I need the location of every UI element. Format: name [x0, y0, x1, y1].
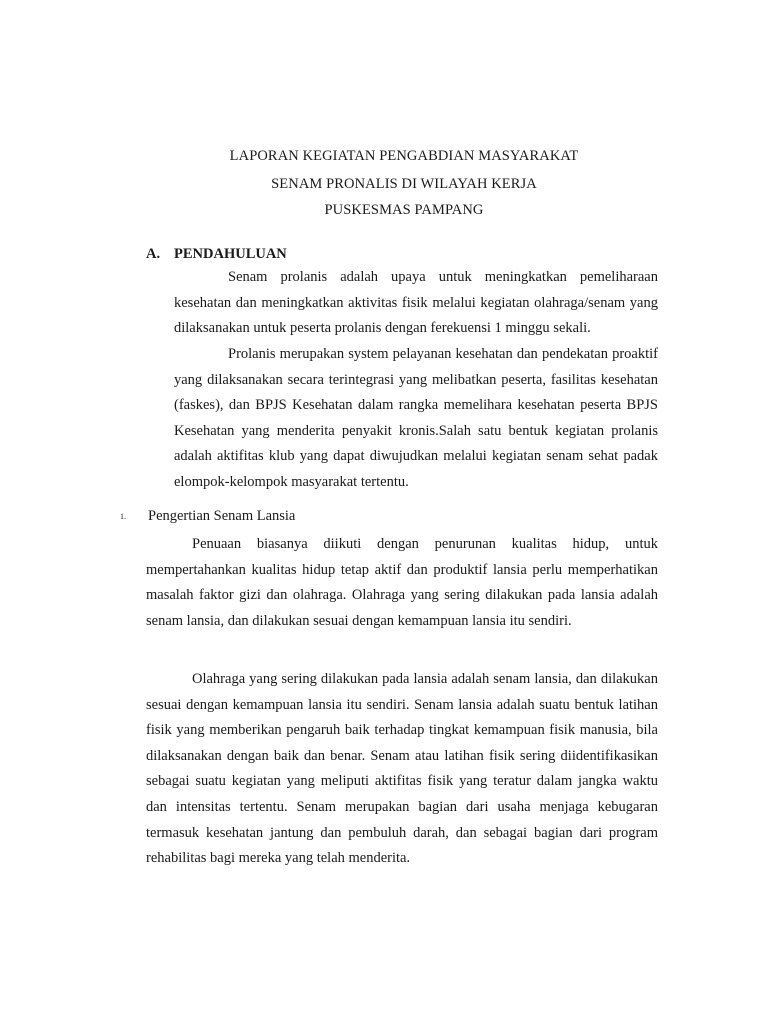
- list-item-paragraph-1: Penuaan biasanya diikuti dengan penurunan kualitas hidup, untuk mempertahankan kualitas hidup tetap aktif dan produktif lansia perlu memperhatikan masalah faktor gizi dan olahraga. Olahraga yang sering dilakukan pada lansia adalah senam lansia, dan dilakukan sesuai dengan kemampuan lansia itu sendiri.: [146, 536, 658, 629]
- list-item-number: 1.: [120, 512, 126, 521]
- title-line-2: SENAM PRONALIS DI WILAYAH KERJA: [271, 176, 537, 192]
- section-a-heading: [146, 246, 287, 263]
- list-item-title: Pengertian Senam Lansia: [148, 508, 296, 524]
- list-item-paragraph-2: Olahraga yang sering dilakukan pada lansia adalah senam lansia, dan dilakukan sesuai dengan kemampuan lansia itu sendiri. Senam lansia adalah suatu bentuk latihan fisik yang memberikan pengaruh baik terhadap tingkat kemampuan fisik manusia, bila dilaksanakan dengan baik dan benar. Senam atau latihan fisik sering diidentifikasikan sebagai suatu kegiatan yang meliputi aktifitas fisik yang teratur dalam jangka waktu dan intensitas tertentu. Senam merupakan bagian dari usaha menjaga kebugaran termasuk kesehatan jantung dan pembuluh darah, dan sebagai bagian dari program rehabilitas bagi mereka yang telah menderita.: [146, 671, 658, 867]
- section-a-paragraph-1: Senam prolanis adalah upaya untuk meningkatkan pemeliharaan kesehatan dan meningkatkan aktivitas fisik melalui kegiatan olahraga/senam yang dilaksanakan untuk peserta prolanis dengan ferekuensi 1 minggu sekali.: [174, 269, 658, 337]
- section-a-paragraph-2: Prolanis merupakan system pelayanan kesehatan dan pendekatan proaktif yang dilaksanakan secara terintegrasi yang melibatkan peserta, fasilitas kesehatan (faskes), dan BPJS Kesehatan dalam rangka memelihara kesehatan peserta BPJS Kesehatan yang menderita penyakit kronis.Salah satu bentuk kegiatan prolanis adalah aktifitas klub yang dapat diwujudkan melalui kegiatan senam sehat padak elompok-kelompok masyarakat tertentu.: [174, 346, 658, 490]
- section-a-letter: A.: [146, 246, 161, 262]
- title-line-3: PUSKESMAS PAMPANG: [324, 202, 484, 218]
- section-a-title: PENDAHULUAN: [174, 246, 287, 262]
- title-line-1: LAPORAN KEGIATAN PENGABDIAN MASYARAKAT: [229, 148, 579, 164]
